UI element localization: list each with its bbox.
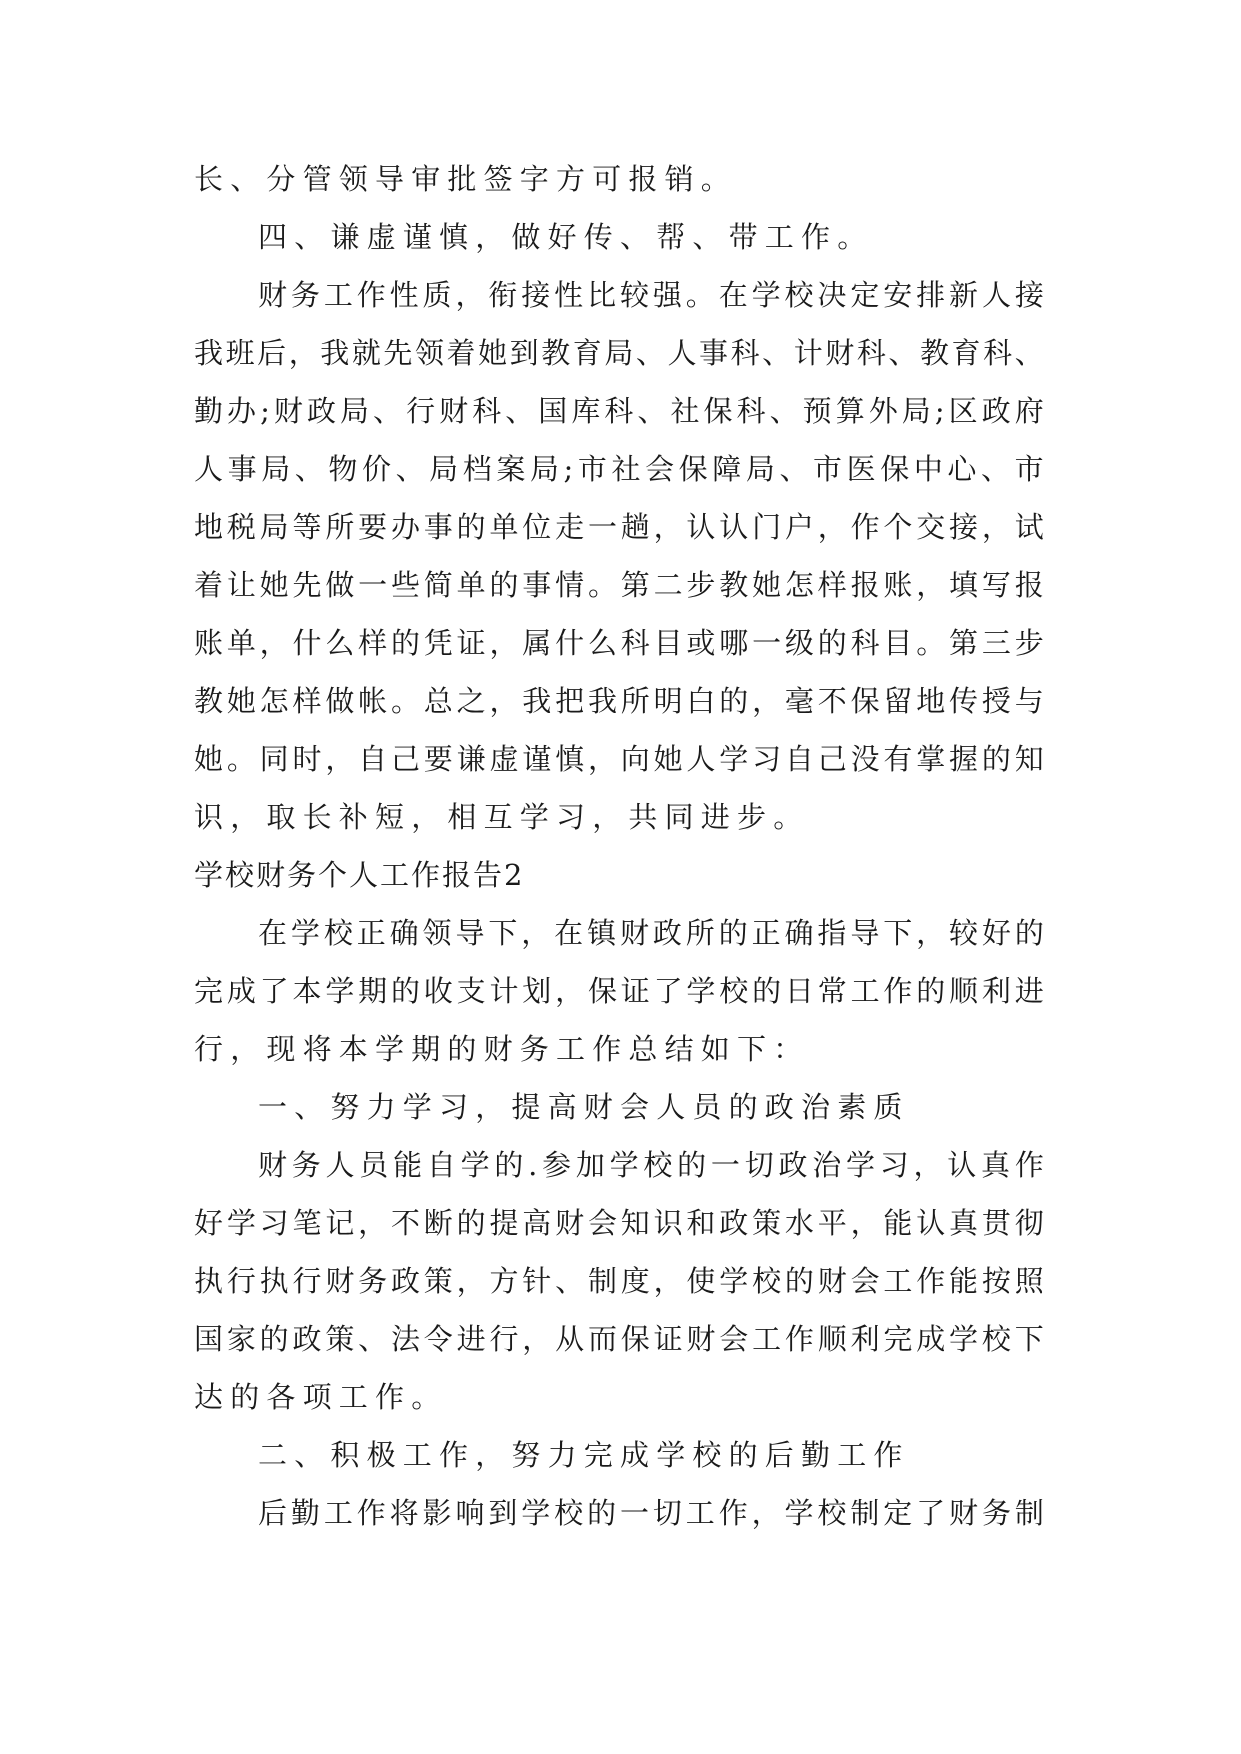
text-line: 她 。 同 时 ， 自 己 要 谦 虚 谨 慎 ， 向 她 人 学 习 自 己 没 有 掌 握 的 知 [194, 742, 1044, 776]
text-line: 一、努力学习，提高财会人员的政治素质 [258, 1090, 910, 1124]
text-line: 教 她 怎 样 做 帐 。 总 之 ， 我 把 我 所 明 白 的 ， 毫 不 保 留 地 传 授 与 [194, 684, 1044, 718]
text-line: 识，取长补短，相互学习，共同进步。 [194, 800, 810, 834]
text-line: 勤 办 ; 财 政 局 、 行 财 科 、 国 库 科 、 社 保 科 、 预 算 外 局 ; 区 政 府 [194, 394, 1044, 428]
text-line: 四、谦虚谨慎，做好传、帮、带工作。 [258, 220, 874, 254]
text-line: 账 单 ， 什 么 样 的 凭 证 ， 属 什 么 科 目 或 哪 一 级 的 科 目 。 第 三 步 [194, 626, 1044, 660]
text-line: 执 行 执 行 财 务 政 策 ， 方 针 、 制 度 ， 使 学 校 的 财 会 工 作 能 按 照 [194, 1264, 1044, 1298]
text-line: 好 学 习 笔 记 ， 不 断 的 提 高 财 会 知 识 和 政 策 水 平 ， 能 认 真 贯 彻 [194, 1206, 1044, 1240]
text-line: 达的各项工作。 [194, 1380, 448, 1414]
text-line: 人 事 局 、 物 价 、 局 档 案 局 ; 市 社 会 保 障 局 、 市 医 保 中 心 、 市 [194, 452, 1044, 486]
text-line: 二、积极工作，努力完成学校的后勤工作 [258, 1438, 910, 1472]
document-page [194, 150, 1044, 1542]
text-line: 我 班 后 ， 我 就 先 领 着 她 到 教 育 局 、 人 事 科 、 计 财 科 、 教 育 科 、 [194, 336, 1044, 370]
text-line: 完 成 了 本 学 期 的 收 支 计 划 ， 保 证 了 学 校 的 日 常 工 作 的 顺 利 进 [194, 974, 1044, 1008]
text-line: 行，现将本学期的财务工作总结如下： [194, 1032, 810, 1066]
text-line: 国 家 的 政 策 、 法 令 进 行 ， 从 而 保 证 财 会 工 作 顺 利 完 成 学 校 下 [194, 1322, 1044, 1356]
text-line: 地 税 局 等 所 要 办 事 的 单 位 走 一 趟 ， 认 认 门 户 ， 作 个 交 接 ， 试 [194, 510, 1044, 544]
text-line: 后 勤 工 作 将 影 响 到 学 校 的 一 切 工 作 ， 学 校 制 定 了 财 务 制 [258, 1496, 1044, 1530]
section-heading: 学校财务个人工作报告2 [194, 858, 525, 892]
text-line: 财 务 人 员 能 自 学 的 . 参 加 学 校 的 一 切 政 治 学 习 ， 认 真 作 [258, 1148, 1044, 1182]
text-line: 长、分管领导审批签字方可报销。 [194, 162, 738, 196]
document-body [194, 150, 1044, 1542]
text-line: 着 让 她 先 做 一 些 简 单 的 事 情 。 第 二 步 教 她 怎 样 报 账 ， 填 写 报 [194, 568, 1044, 602]
text-line: 财 务 工 作 性 质 ， 衔 接 性 比 较 强 。 在 学 校 决 定 安 排 新 人 接 [258, 278, 1044, 312]
text-line: 在 学 校 正 确 领 导 下 ， 在 镇 财 政 所 的 正 确 指 导 下 ， 较 好 的 [258, 916, 1044, 950]
